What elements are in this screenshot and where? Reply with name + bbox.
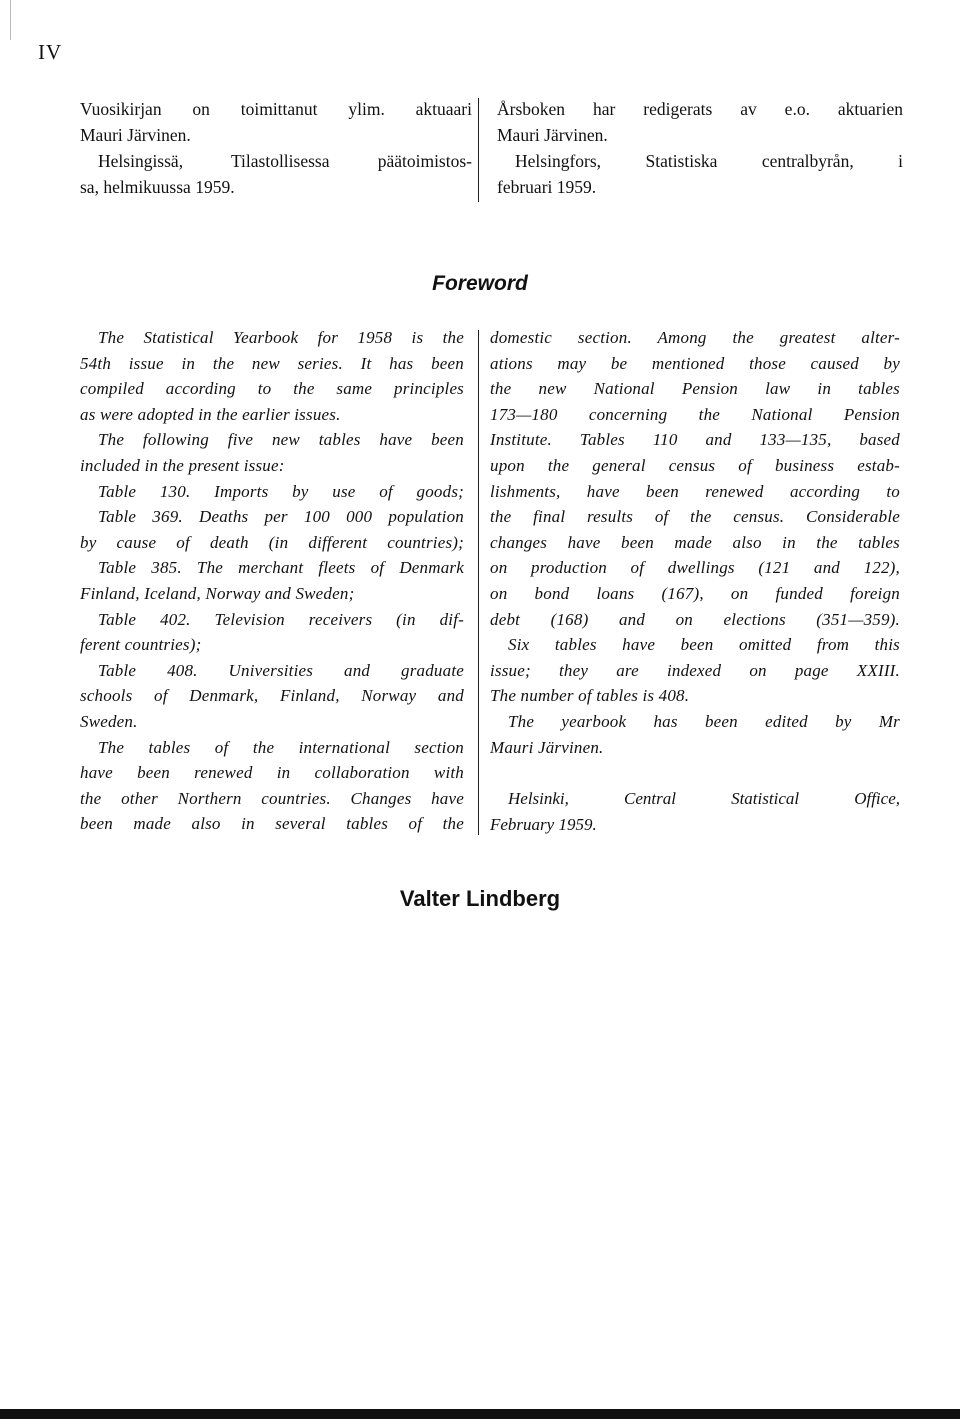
foreword-line: Table 402. Television receivers (in dif- — [98, 609, 464, 629]
foreword-line: 54th issue in the new series. It has been — [80, 353, 464, 373]
preface-fi-line: Helsingissä, Tilastollisessa päätoimistos- — [98, 151, 472, 171]
foreword-line: upon the general census of business estab- — [490, 455, 900, 475]
foreword-line: Table 385. The merchant fleets of Denmark — [98, 558, 464, 578]
preface-finnish — [80, 96, 472, 200]
foreword-signoff — [490, 786, 900, 837]
foreword-line: the final results of the census. Considerable — [490, 507, 900, 527]
foreword-heading: Foreword — [432, 272, 528, 295]
foreword-line: Six tables have been omitted from this — [508, 635, 900, 655]
preface-fi-line: sa, helmikuussa 1959. — [80, 177, 235, 197]
foreword-right-column — [490, 325, 900, 760]
preface-swedish — [497, 96, 903, 200]
foreword-line: compiled according to the same principles — [80, 379, 464, 399]
foreword-line: schools of Denmark, Finland, Norway and — [80, 686, 464, 706]
page-number: IV — [38, 40, 63, 64]
foreword-line: on production of dwellings (121 and 122), — [490, 558, 900, 578]
foreword-line: on bond loans (167), on funded foreign — [490, 583, 900, 603]
column-divider-body — [478, 330, 479, 835]
signoff-line: Helsinki, Central Statistical Office, — [508, 789, 900, 808]
foreword-line: Mauri Järvinen. — [490, 737, 604, 757]
preface-sv-line: februari 1959. — [497, 177, 597, 197]
foreword-line: The following five new tables have been — [98, 430, 464, 450]
foreword-line: domestic section. Among the greatest alter- — [490, 328, 900, 347]
preface-fi-line: Mauri Järvinen. — [80, 125, 191, 145]
foreword-line: been made also in several tables of the — [80, 814, 464, 834]
foreword-line: Table 130. Imports by use of goods; — [98, 481, 464, 501]
signature-name: Valter Lindberg — [399, 886, 561, 911]
foreword-line: Sweden. — [80, 711, 138, 731]
foreword-line: debt (168) and on elections (351—359). — [490, 609, 900, 629]
foreword-line: Table 408. Universities and graduate — [98, 660, 464, 680]
foreword-line: as were adopted in the earlier issues. — [80, 404, 341, 424]
foreword-line: have been renewed in collaboration with — [80, 763, 464, 783]
signoff-line: February 1959. — [490, 814, 597, 834]
foreword-line: The number of tables is 408. — [490, 686, 690, 706]
foreword-line: included in the present issue: — [80, 455, 285, 475]
foreword-line: issue; they are indexed on page XXIII. — [490, 660, 900, 680]
scan-edge-mark — [10, 0, 11, 40]
foreword-line: changes have been made also in the tables — [490, 532, 900, 552]
foreword-line: Table 369. Deaths per 100 000 population — [98, 507, 464, 527]
foreword-line: ations may be mentioned those caused by — [490, 353, 900, 373]
foreword-line: 173—180 concerning the National Pension — [490, 404, 900, 424]
preface-fi-line: Vuosikirjan on toimittanut ylim. aktuaari — [80, 99, 472, 119]
foreword-line: the other Northern countries. Changes have — [80, 788, 464, 808]
preface-sv-line: Helsingfors, Statistiska centralbyrån, i — [515, 151, 903, 171]
foreword-line: Institute. Tables 110 and 133—135, based — [490, 430, 900, 450]
column-divider-top — [478, 98, 479, 202]
foreword-line: The tables of the international section — [98, 737, 464, 757]
scan-bottom-edge — [0, 1409, 960, 1419]
foreword-line: the new National Pension law in tables — [490, 379, 900, 399]
foreword-line: Finland, Iceland, Norway and Sweden; — [80, 583, 355, 603]
foreword-line: The Statistical Yearbook for 1958 is the — [98, 328, 464, 347]
foreword-line: lishments, have been renewed according to — [490, 481, 900, 501]
preface-sv-line: Mauri Järvinen. — [497, 125, 608, 145]
foreword-line: ferent countries); — [80, 635, 202, 655]
foreword-line: by cause of death (in different countries); — [80, 532, 464, 552]
preface-sv-line: Årsboken har redigerats av e.o. aktuarien — [497, 99, 903, 119]
foreword-line: The yearbook has been edited by Mr — [508, 711, 900, 731]
foreword-left-column — [80, 325, 464, 837]
